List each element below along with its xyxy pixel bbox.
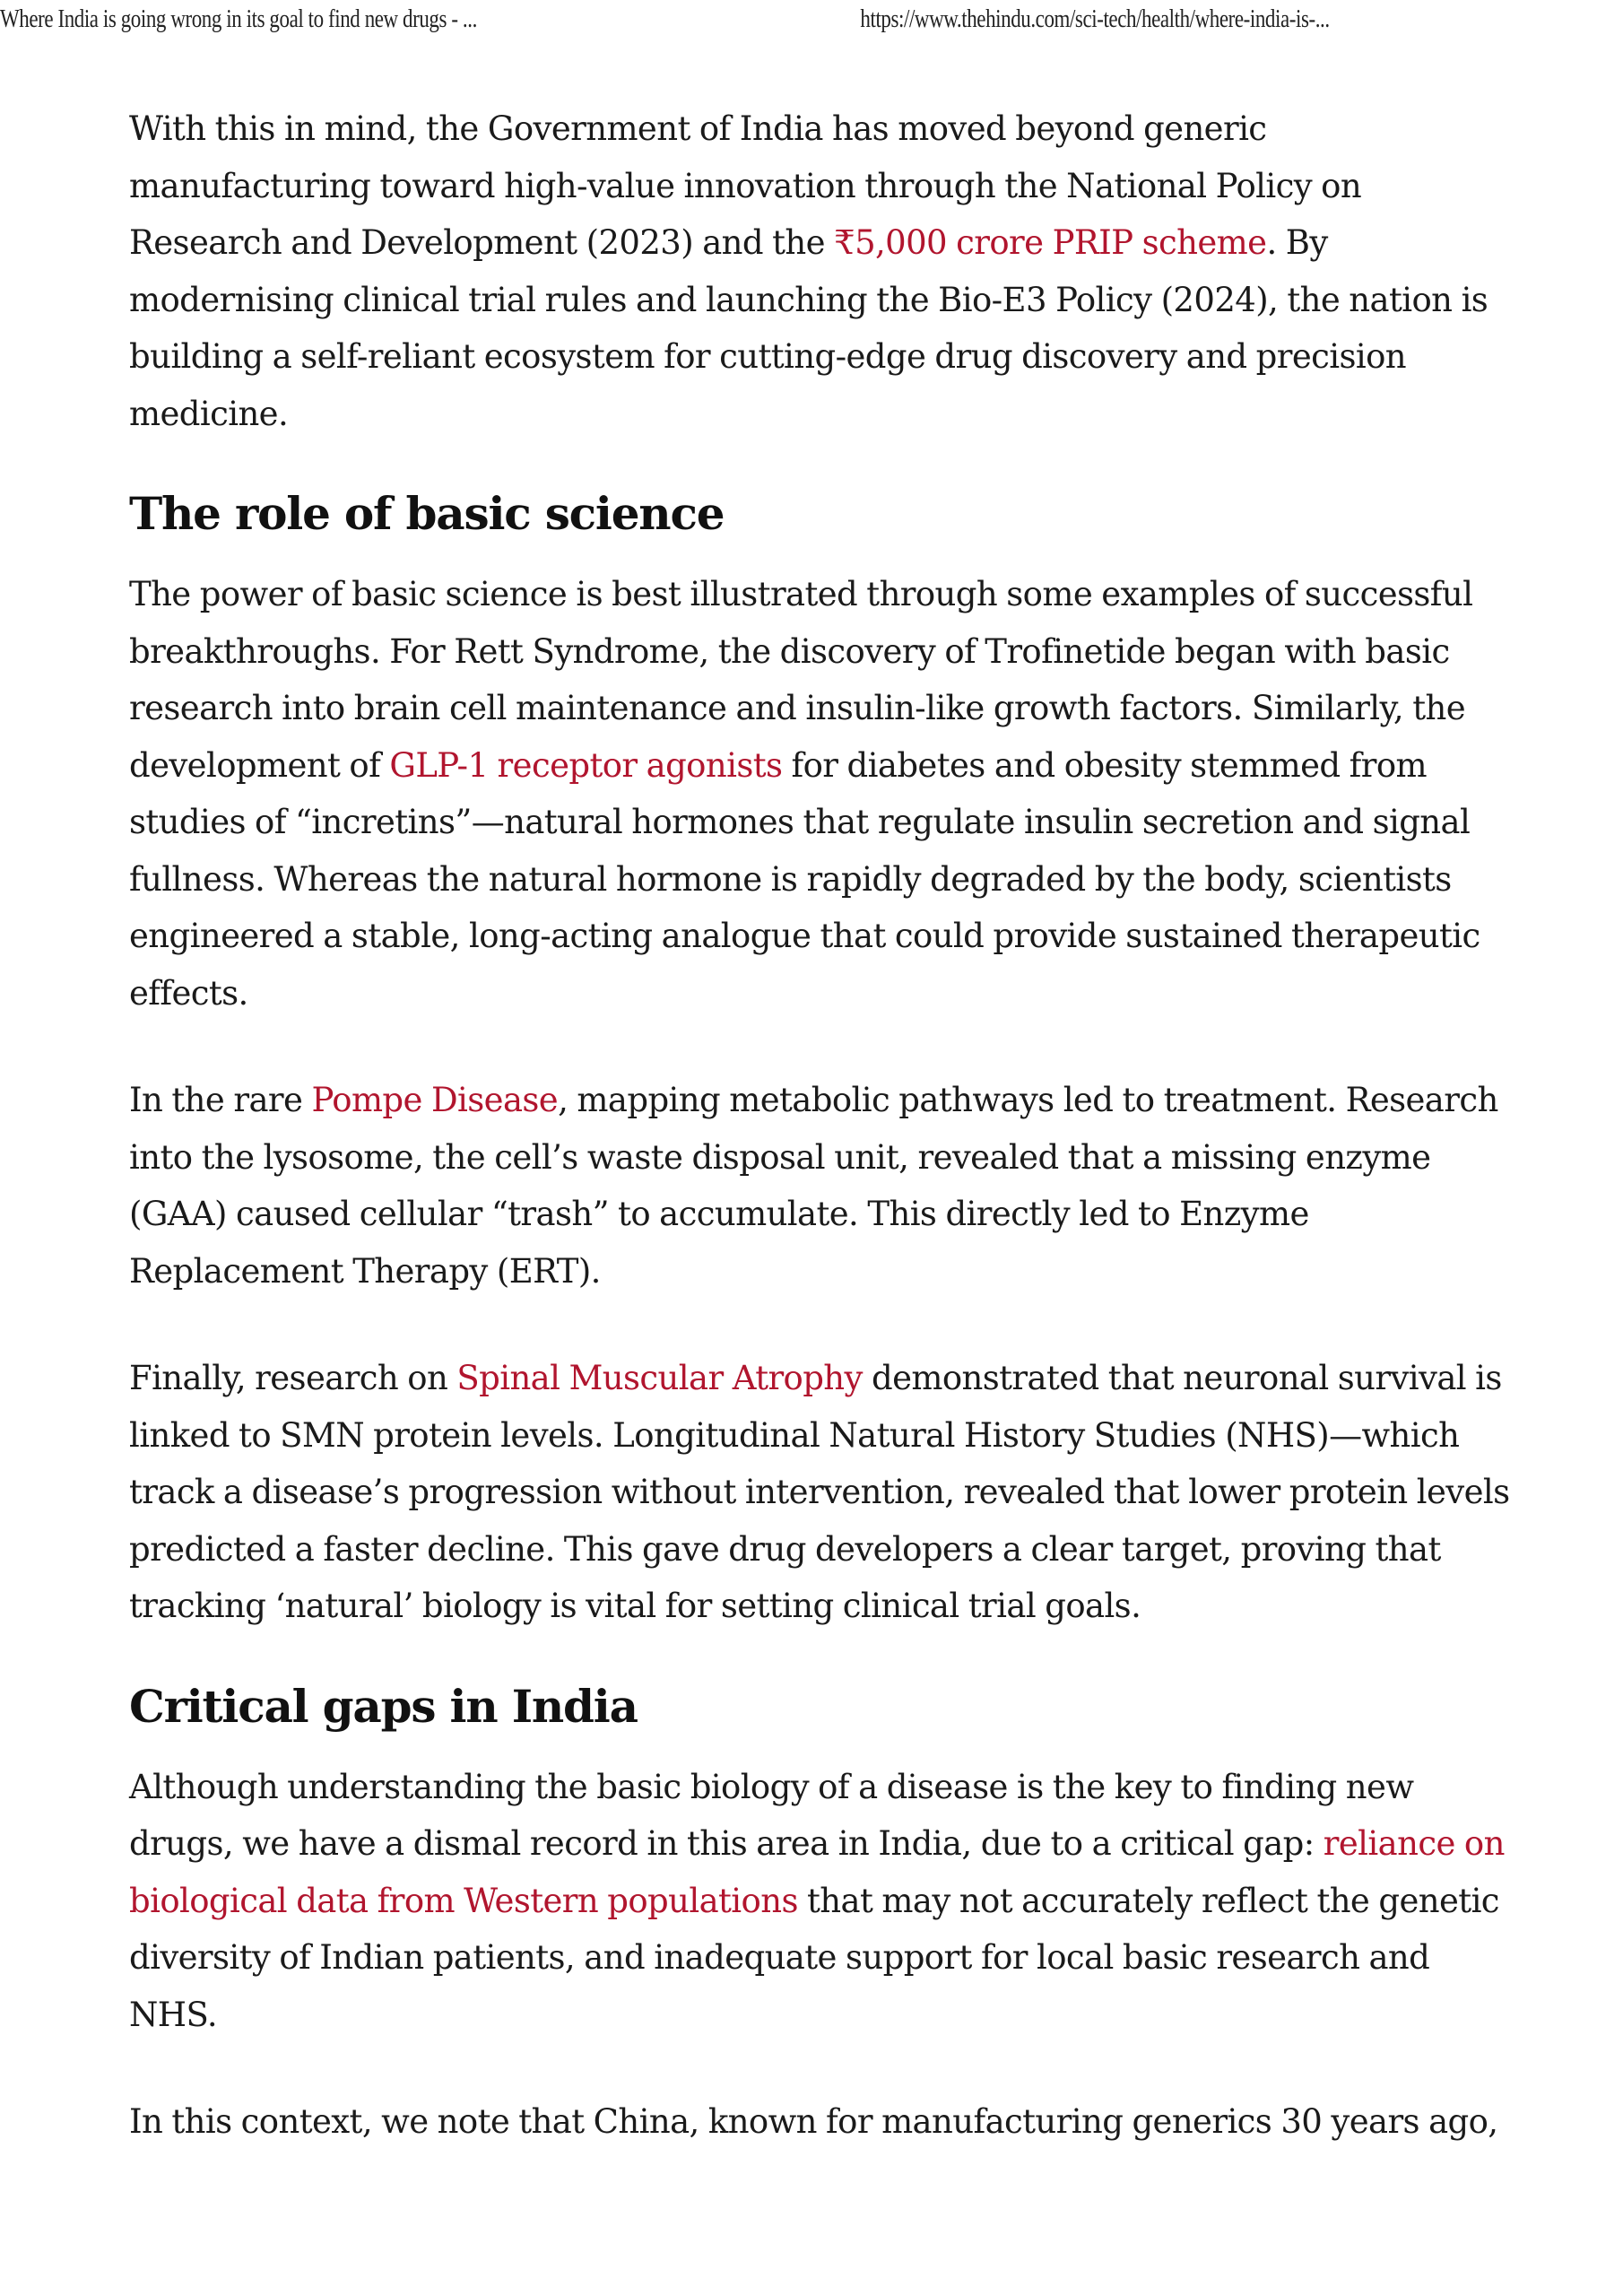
- section-heading-basic-science: The role of basic science: [129, 487, 725, 540]
- section-heading-critical-gaps: Critical gaps in India: [129, 1679, 638, 1733]
- pompe-disease-link[interactable]: Pompe Disease: [311, 1081, 559, 1119]
- paragraph-text: Finally, research on: [129, 1359, 457, 1397]
- paragraph-text: In the rare: [129, 1081, 312, 1119]
- paragraph-text: With this in mind, the Government of India has moved beyond generic manufacturing toward high-value innovation through the National Policy on Research and Development (2023) and the: [129, 109, 1362, 262]
- article-body: [129, 100, 1510, 2151]
- paragraph-critical-gaps: [129, 1759, 1510, 2044]
- paragraph-policy: [129, 100, 1510, 442]
- paragraph-pompe: [129, 1072, 1510, 1300]
- glp1-agonists-link[interactable]: GLP-1 receptor agonists: [389, 745, 783, 785]
- prip-scheme-link[interactable]: ₹5,000 crore PRIP scheme: [834, 223, 1267, 262]
- print-header: [0, 0, 1331, 45]
- paragraph-text: for diabetes and obesity stemmed from studies of “incretins”—natural hormones that regulate insulin secretion and signal fullness. Whereas the natural hormone is rapidly degraded by the body, scientists engineered a stable, long-acting analogue that could provide sustained therapeutic effects.: [129, 745, 1480, 1013]
- paragraph-text: The power of basic science is best illustrated through some examples of successful breakthroughs. For Rett Syndrome, the discovery of Trofinetide began with basic research into brain cell maintenance and insulin-like growth factors. Similarly, the development of: [129, 575, 1473, 785]
- paragraph-text: . By modernising clinical trial rules and launching the Bio-E3 Policy (2024), the nation is building a self-reliant ecosystem for cutting-edge drug discovery and precision medicine.: [129, 223, 1488, 433]
- paragraph-text: demonstrated that neuronal survival is linked to SMN protein levels. Longitudinal Natural History Studies (NHS)—which track a disease’s progression without intervention, revealed that lower protein levels predicted a faster decline. This gave drug developers a clear target, proving that tracking ‘natural’ biology is vital for setting clinical trial goals.: [129, 1359, 1510, 1625]
- paragraph-text: that may not accurately reflect the genetic diversity of Indian patients, and inadequate support for local basic research and NHS.: [129, 1881, 1499, 2034]
- spinal-muscular-atrophy-link[interactable]: Spinal Muscular Atrophy: [456, 1359, 863, 1397]
- page-url: https://www.thehindu.com/sci-tech/health/where-india-is-...: [860, 5, 1330, 33]
- paragraph-text: , mapping metabolic pathways led to treatment. Research into the lysosome, the cell’s waste disposal unit, revealed that a missing enzyme (GAA) caused cellular “trash” to accumulate. This directly led to Enzyme Replacement Therapy (ERT).: [129, 1081, 1498, 1291]
- page-title: Where India is going wrong in its goal to find new drugs - ...: [0, 5, 477, 33]
- paragraph-basic-science: [129, 566, 1510, 1022]
- paragraph-china-context: In this context, we note that China, known for manufacturing generics 30 years ago,: [129, 2102, 1498, 2141]
- paragraph-text: Although understanding the basic biology of a disease is the key to finding new drugs, we have a dismal record in this area in India, due to a critical gap:: [129, 1767, 1414, 1863]
- western-data-link[interactable]: reliance on biological data from Western populations: [129, 1824, 1505, 1920]
- paragraph-sma: [129, 1350, 1510, 1635]
